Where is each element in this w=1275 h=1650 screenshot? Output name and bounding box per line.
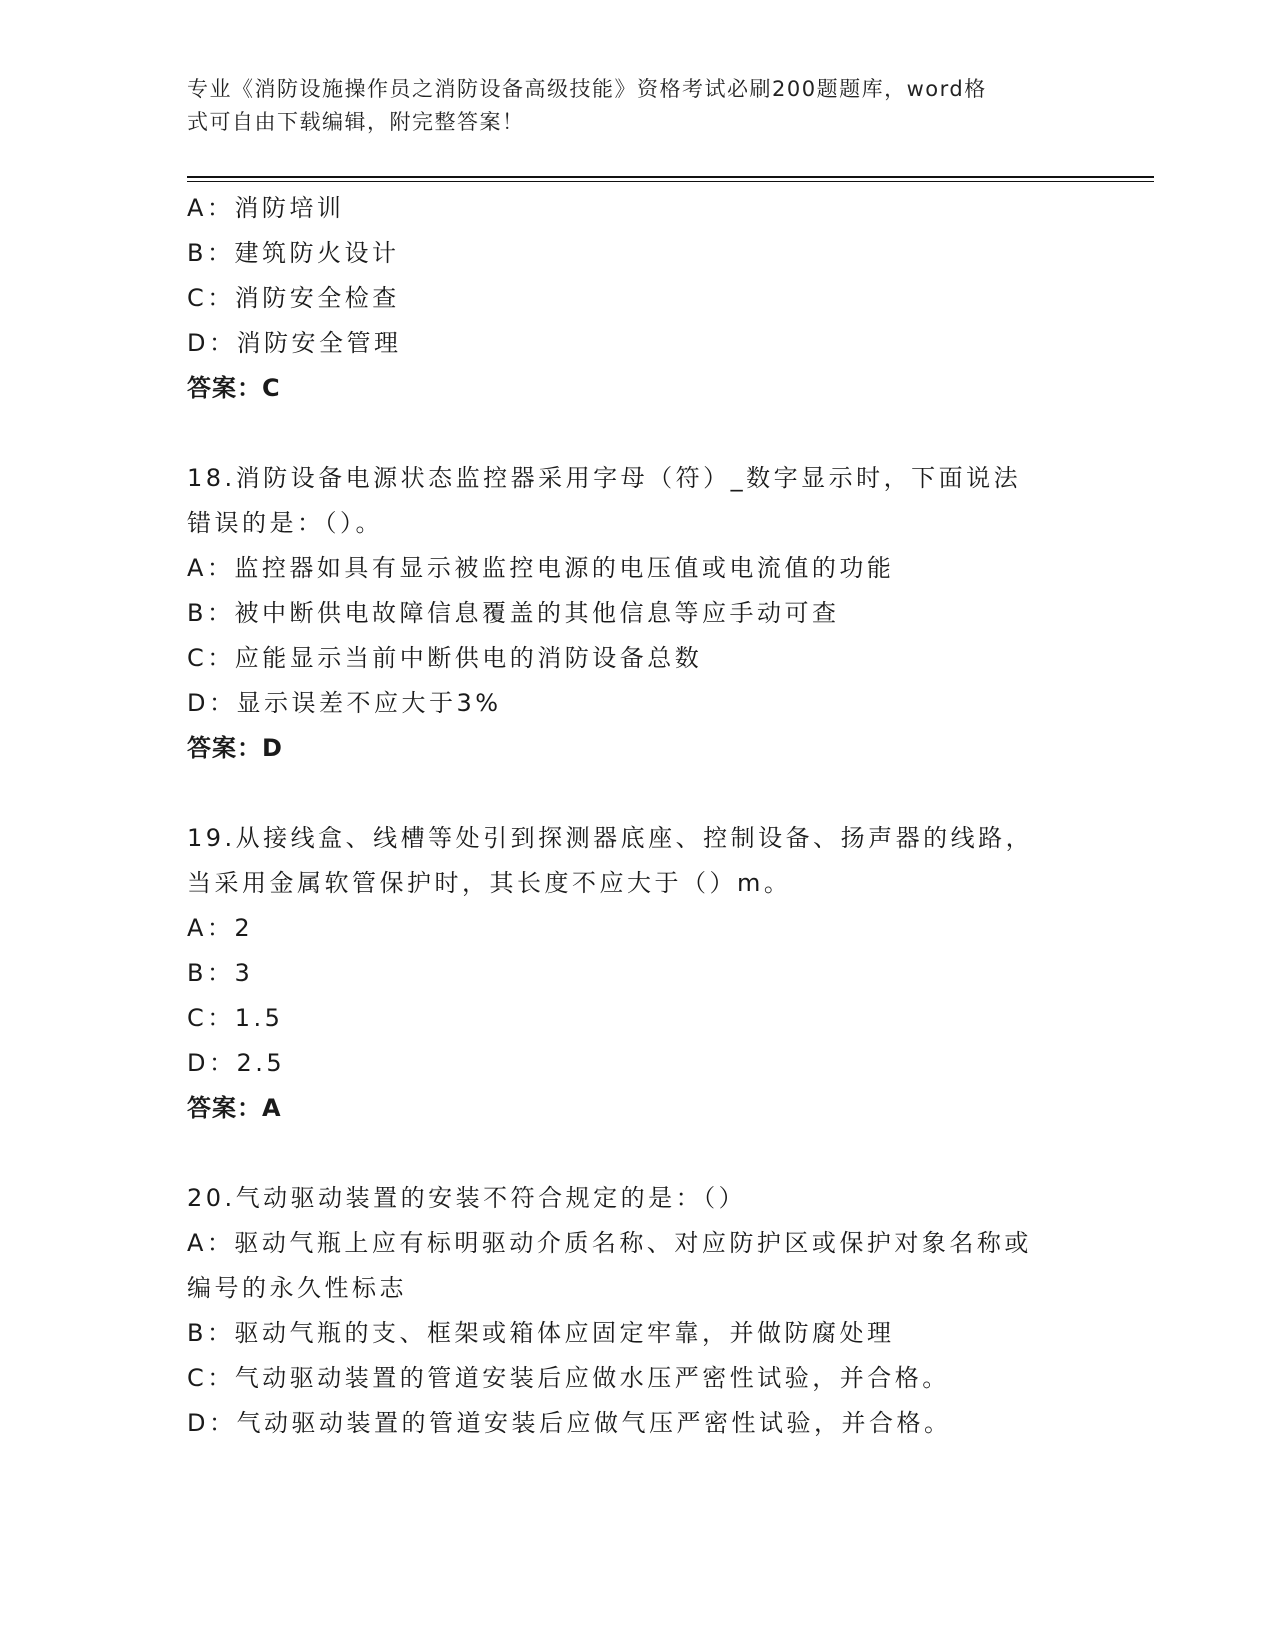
q20-option-a-line-2: 编号的永久性标志 bbox=[187, 1274, 407, 1302]
q18-option-c: C：应能显示当前中断供电的消防设备总数 bbox=[187, 644, 703, 672]
header-divider-thin bbox=[187, 181, 1154, 182]
q20-option-d: D：气动驱动装置的管道安装后应做气压严密性试验，并合格。 bbox=[187, 1409, 952, 1437]
q18-stem-line-2: 错误的是：（）。 bbox=[187, 509, 383, 537]
document-header bbox=[187, 73, 1067, 139]
q18-answer: 答案：D bbox=[187, 734, 283, 762]
q20-option-c: C：气动驱动装置的管道安装后应做水压严密性试验，并合格。 bbox=[187, 1364, 950, 1392]
q19-option-d: D：2.5 bbox=[187, 1049, 286, 1077]
q20-stem: 20.气动驱动装置的安装不符合规定的是：（） bbox=[187, 1184, 747, 1212]
header-line-1: 专业《消防设施操作员之消防设备高级技能》资格考试必刷200题题库，word格 bbox=[187, 77, 987, 101]
q19-answer: 答案：A bbox=[187, 1094, 282, 1122]
q18-option-d: D：显示误差不应大于3% bbox=[187, 689, 502, 717]
header-divider-thick bbox=[187, 176, 1154, 178]
q17-answer: 答案：C bbox=[187, 374, 281, 402]
q18-stem-line-1: 18.消防设备电源状态监控器采用字母（符）_数字显示时，下面说法 bbox=[187, 464, 1022, 492]
q20-option-a-line-1: A：驱动气瓶上应有标明驱动介质名称、对应防护区或保护对象名称或 bbox=[187, 1229, 1032, 1257]
q19-option-a: A：2 bbox=[187, 914, 254, 942]
q17-option-a: A：消防培训 bbox=[187, 194, 345, 222]
q17-option-c: C：消防安全检查 bbox=[187, 284, 400, 312]
q19-option-c: C：1.5 bbox=[187, 1004, 284, 1032]
q17-option-d: D：消防安全管理 bbox=[187, 329, 402, 357]
q18-option-b: B：被中断供电故障信息覆盖的其他信息等应手动可查 bbox=[187, 599, 840, 627]
q19-stem-line-2: 当采用金属软管保护时，其长度不应大于（）m。 bbox=[187, 869, 792, 897]
q20-option-b: B：驱动气瓶的支、框架或箱体应固定牢靠，并做防腐处理 bbox=[187, 1319, 895, 1347]
q19-stem-line-1: 19.从接线盒、线槽等处引到探测器底座、控制设备、扬声器的线路， bbox=[187, 824, 1034, 852]
q17-option-b: B：建筑防火设计 bbox=[187, 239, 400, 267]
q19-option-b: B：3 bbox=[187, 959, 254, 987]
header-line-2: 式可自由下载编辑，附完整答案！ bbox=[187, 110, 525, 134]
q18-option-a: A：监控器如具有显示被监控电源的电压值或电流值的功能 bbox=[187, 554, 895, 582]
